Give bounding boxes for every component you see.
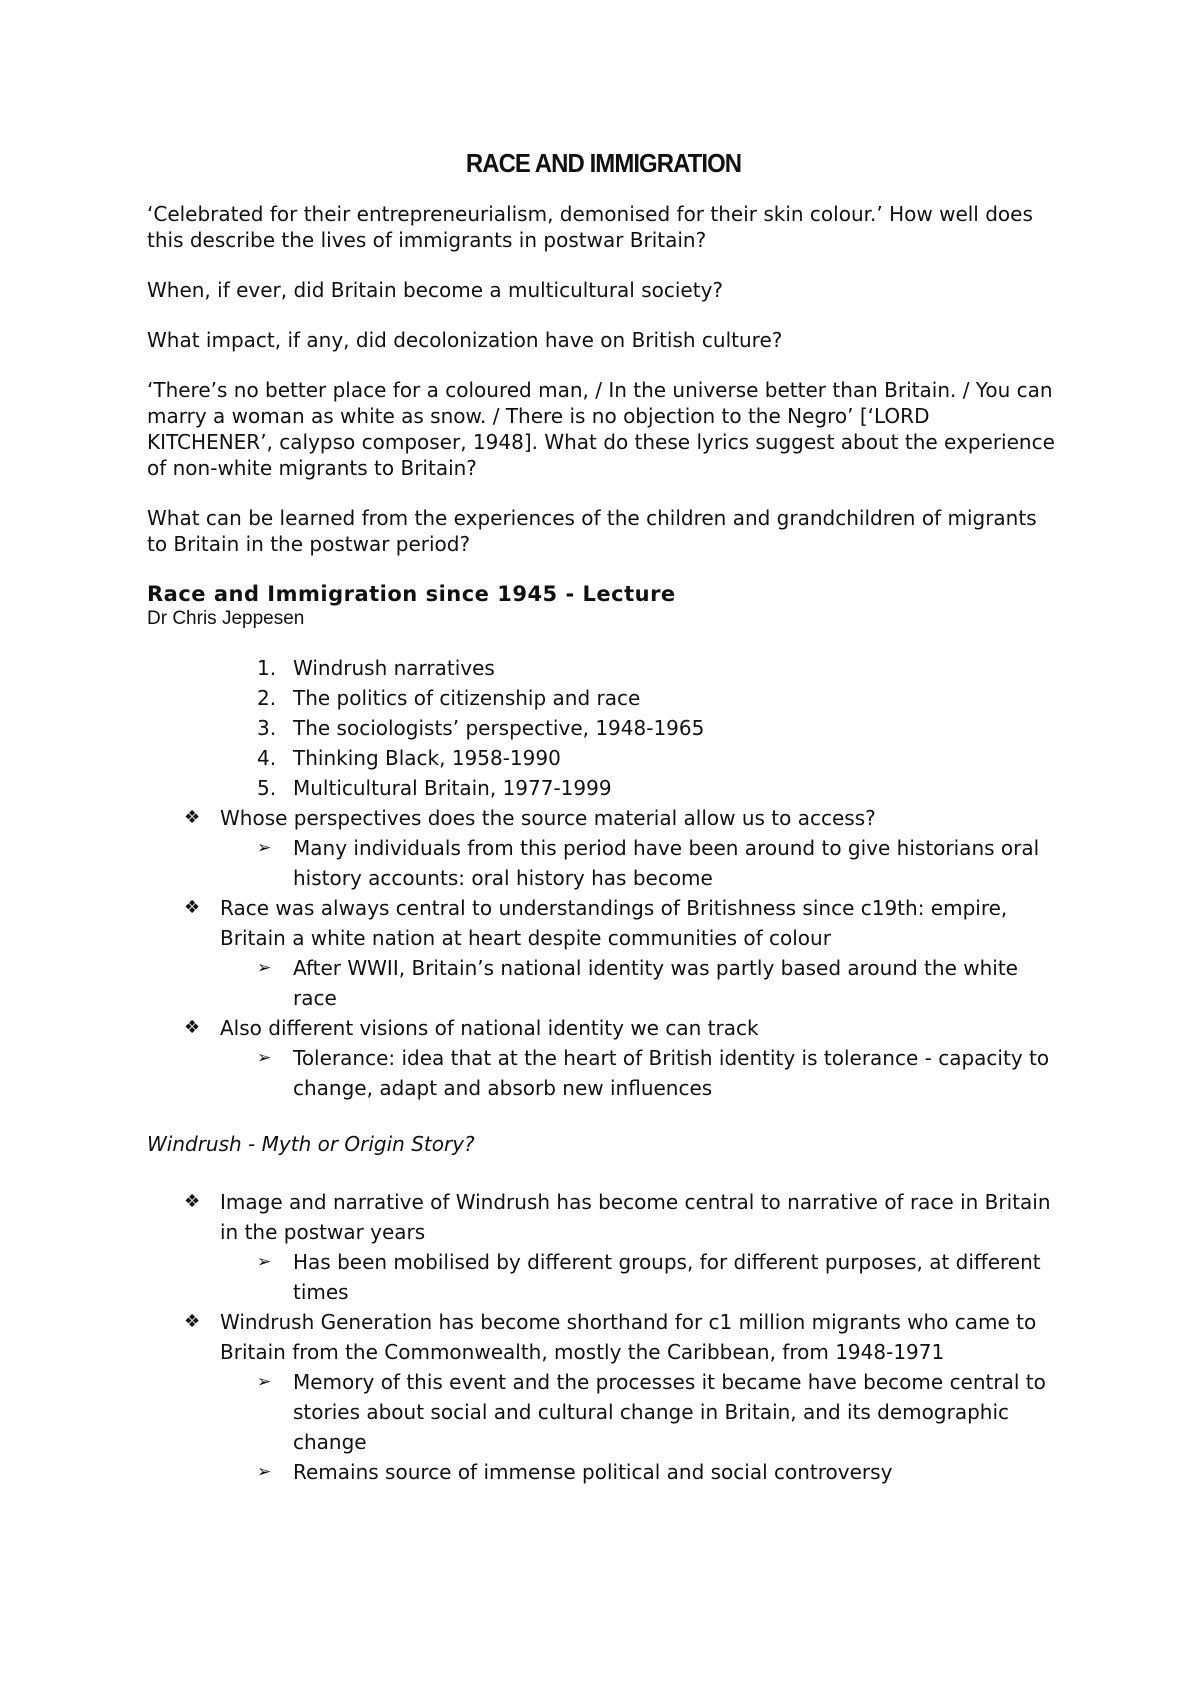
diamond-bullet-icon: ❖ [184,1017,201,1038]
essay-question: ‘There’s no better place for a coloured man, / In the universe better than Britain. / You can marry a woman as white as snow. / There is no objection to the Negro’ [‘LORD KITCHENER’, calypso composer, 1948]. What do these lyrics suggest about the experience of non-white migrants to Britain? [147,378,1055,480]
essay-question: What can be learned from the experiences of the children and grandchildren of migrants to Britain in the postwar period? [147,506,1037,556]
outline-number: 4. [257,746,277,770]
bullet-text: Race was always central to understandings of Britishness since c19th: empire, Britain a white nation at heart despite communities of colour [220,896,1008,950]
outline-text: The politics of citizenship and race [293,686,641,710]
outline-item [257,743,1060,773]
sub-bullet-item [147,1043,1060,1103]
diamond-bullet-icon: ❖ [184,897,201,918]
bullet-item [147,893,1060,953]
sub-bullet-text: Has been mobilised by different groups, for different purposes, at different times [293,1250,1041,1304]
sub-bullet-item [147,833,1060,893]
windrush-bullets [147,1187,1060,1487]
bullet-text: Windrush Generation has become shorthand for c1 million migrants who came to Britain from the Commonwealth, mostly the Caribbean, from 1948-1971 [220,1310,1037,1364]
sub-bullet-text: Many individuals from this period have been around to give historians oral history accounts: oral history has become [293,836,1040,890]
diamond-bullet-icon: ❖ [184,1191,201,1212]
outline-item [257,653,1060,683]
lecture-outline [147,653,1060,803]
essay-question: When, if ever, did Britain become a multicultural society? [147,278,724,302]
diamond-bullet-icon: ❖ [184,807,201,828]
arrow-bullet-icon: ➢ [257,1252,272,1272]
sub-bullet-item [147,1457,1060,1487]
diamond-bullet-icon: ❖ [184,1311,201,1332]
bullet-item [147,1187,1060,1247]
outline-item [257,773,1060,803]
outline-number: 1. [257,656,277,680]
sub-bullet-item [147,1367,1060,1457]
lecture-bullets [147,803,1060,1103]
sub-bullet-text: Tolerance: idea that at the heart of British identity is tolerance - capacity to change, adapt and absorb new influences [293,1046,1050,1100]
outline-number: 5. [257,776,277,800]
sub-bullet-text: After WWII, Britain’s national identity was partly based around the white race [293,956,1018,1010]
bullet-item [147,1307,1060,1367]
bullet-text: Also different visions of national identity we can track [220,1016,759,1040]
lecture-heading: Race and Immigration since 1945 - Lecture [147,582,676,606]
arrow-bullet-icon: ➢ [257,1462,272,1482]
bullet-item [147,803,1060,833]
sub-bullet-text: Memory of this event and the processes it became have become central to stories about social and cultural change in Britain, and its demographic change [293,1370,1046,1454]
sub-bullet-item [147,953,1060,1013]
outline-number: 2. [257,686,277,710]
page-title: RACE AND IMMIGRATION [465,148,742,178]
arrow-bullet-icon: ➢ [257,1048,272,1068]
outline-text: The sociologists’ perspective, 1948-1965 [293,716,705,740]
bullet-text: Image and narrative of Windrush has become central to narrative of race in Britain in the postwar years [220,1190,1051,1244]
bullet-item [147,1013,1060,1043]
outline-text: Multicultural Britain, 1977-1999 [293,776,612,800]
outline-number: 3. [257,716,277,740]
lecturer-name: Dr Chris Jeppesen [147,608,305,629]
outline-item [257,683,1060,713]
arrow-bullet-icon: ➢ [257,958,272,978]
arrow-bullet-icon: ➢ [257,838,272,858]
bullet-text: Whose perspectives does the source material allow us to access? [220,806,876,830]
essay-question: What impact, if any, did decolonization have on British culture? [147,328,783,352]
essay-question: ‘Celebrated for their entrepreneurialism, demonised for their skin colour.’ How well does this describe the lives of immigrants in postwar Britain? [147,202,1033,252]
outline-text: Thinking Black, 1958-1990 [293,746,561,770]
arrow-bullet-icon: ➢ [257,1372,272,1392]
outline-text: Windrush narratives [293,656,495,680]
outline-item [257,713,1060,743]
windrush-heading: Windrush - Myth or Origin Story? [147,1132,475,1156]
sub-bullet-item [147,1247,1060,1307]
sub-bullet-text: Remains source of immense political and social controversy [293,1460,893,1484]
